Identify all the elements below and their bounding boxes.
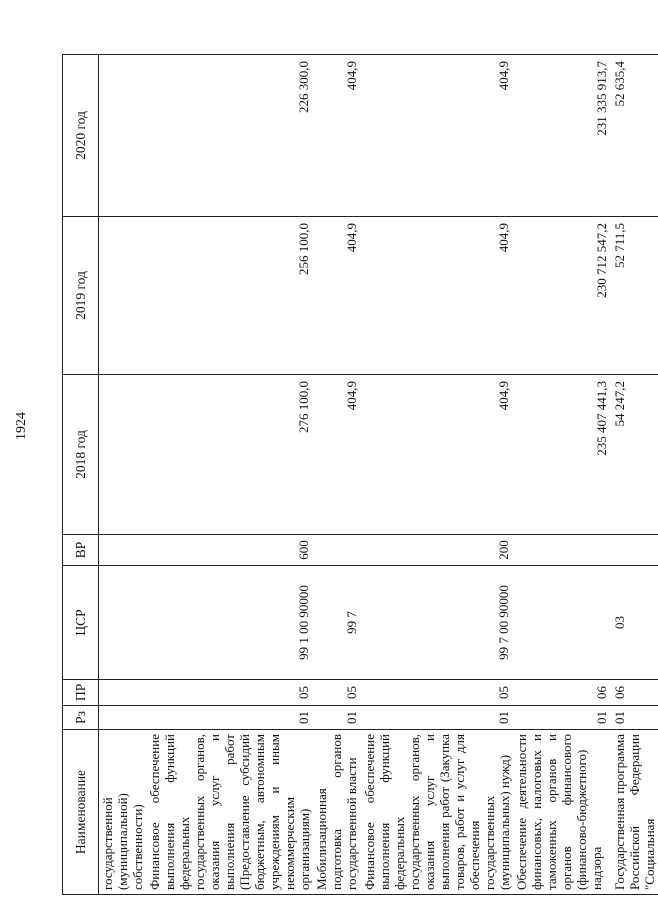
row-2019: 230 712 547,2 [513, 217, 611, 375]
row-2019 [99, 217, 147, 375]
row-csr: 03 [611, 566, 658, 680]
row-pr: 05 [313, 680, 361, 706]
page-number: 1924 [14, 412, 29, 440]
row-pr [99, 680, 147, 706]
row-name: Мобилизационная подготовка органов государственной власти [313, 730, 361, 895]
table-row [99, 55, 147, 895]
row-csr [99, 566, 147, 680]
row-vr [611, 535, 658, 566]
row-rz: 01 [361, 706, 513, 730]
row-2020: 404,9 [361, 55, 513, 217]
row-csr [513, 566, 611, 680]
header-name: Наименование [63, 730, 99, 895]
table-row [513, 55, 611, 895]
row-2018: 404,9 [313, 375, 361, 535]
row-rz: 01 [313, 706, 361, 730]
table-row [146, 55, 313, 895]
row-2018: 54 247,2 [611, 375, 658, 535]
row-vr [513, 535, 611, 566]
row-pr: 06 [611, 680, 658, 706]
row-rz [99, 706, 147, 730]
row-2020: 404,9 [313, 55, 361, 217]
row-2018: 404,9 [361, 375, 513, 535]
row-name: Финансовое обеспечение выполнения функций федеральных государственных органов, оказания услуг и выполнения работ (Предоставление субсидий бюджетным, автономным учреждениям и иным некоммерческим организациям) [146, 730, 313, 895]
table-row [611, 55, 658, 895]
table-row [313, 55, 361, 895]
row-vr: 600 [146, 535, 313, 566]
rotated-budget-table [62, 55, 657, 895]
row-vr [313, 535, 361, 566]
row-2018: 235 407 441,3 [513, 375, 611, 535]
header-2018: 2018 год [63, 375, 99, 535]
header-csr: ЦСР [63, 566, 99, 680]
row-rz: 01 [146, 706, 313, 730]
table-header-row [63, 55, 99, 895]
row-name: Государственная программа Российской Федерации "Социальная [611, 730, 658, 895]
row-pr: 05 [361, 680, 513, 706]
row-rz: 01 [513, 706, 611, 730]
row-2018: 276 100,0 [146, 375, 313, 535]
row-2019: 256 100,0 [146, 217, 313, 375]
row-2019: 404,9 [313, 217, 361, 375]
table-row [361, 55, 513, 895]
header-rz: Рз [63, 706, 99, 730]
row-2019: 404,9 [361, 217, 513, 375]
row-2020 [99, 55, 147, 217]
row-csr: 99 1 00 90000 [146, 566, 313, 680]
row-name: государственной (муниципальной) собственности) [99, 730, 147, 895]
row-2020: 226 300,0 [146, 55, 313, 217]
row-2020: 231 335 913,7 [513, 55, 611, 217]
budget-table [62, 54, 658, 895]
header-2019: 2019 год [63, 217, 99, 375]
row-csr: 99 7 00 90000 [361, 566, 513, 680]
row-name: Финансовое обеспечение выполнения функций федеральных государственных органов, оказания услуг и выполнения работ (Закупка товаров, работ и услуг для обеспечения государственных (муниципальных) нужд) [361, 730, 513, 895]
row-vr: 200 [361, 535, 513, 566]
row-rz: 01 [611, 706, 658, 730]
row-2020: 52 635,4 [611, 55, 658, 217]
row-pr: 05 [146, 680, 313, 706]
header-vr: ВР [63, 535, 99, 566]
row-2019: 52 711,5 [611, 217, 658, 375]
row-vr [99, 535, 147, 566]
row-name: Обеспечение деятельности финансовых, налоговых и таможенных органов и органов финансового (финансово-бюджетного) надзора [513, 730, 611, 895]
row-2018 [99, 375, 147, 535]
row-csr: 99 7 [313, 566, 361, 680]
header-pr: ПР [63, 680, 99, 706]
row-pr: 06 [513, 680, 611, 706]
header-2020: 2020 год [63, 55, 99, 217]
